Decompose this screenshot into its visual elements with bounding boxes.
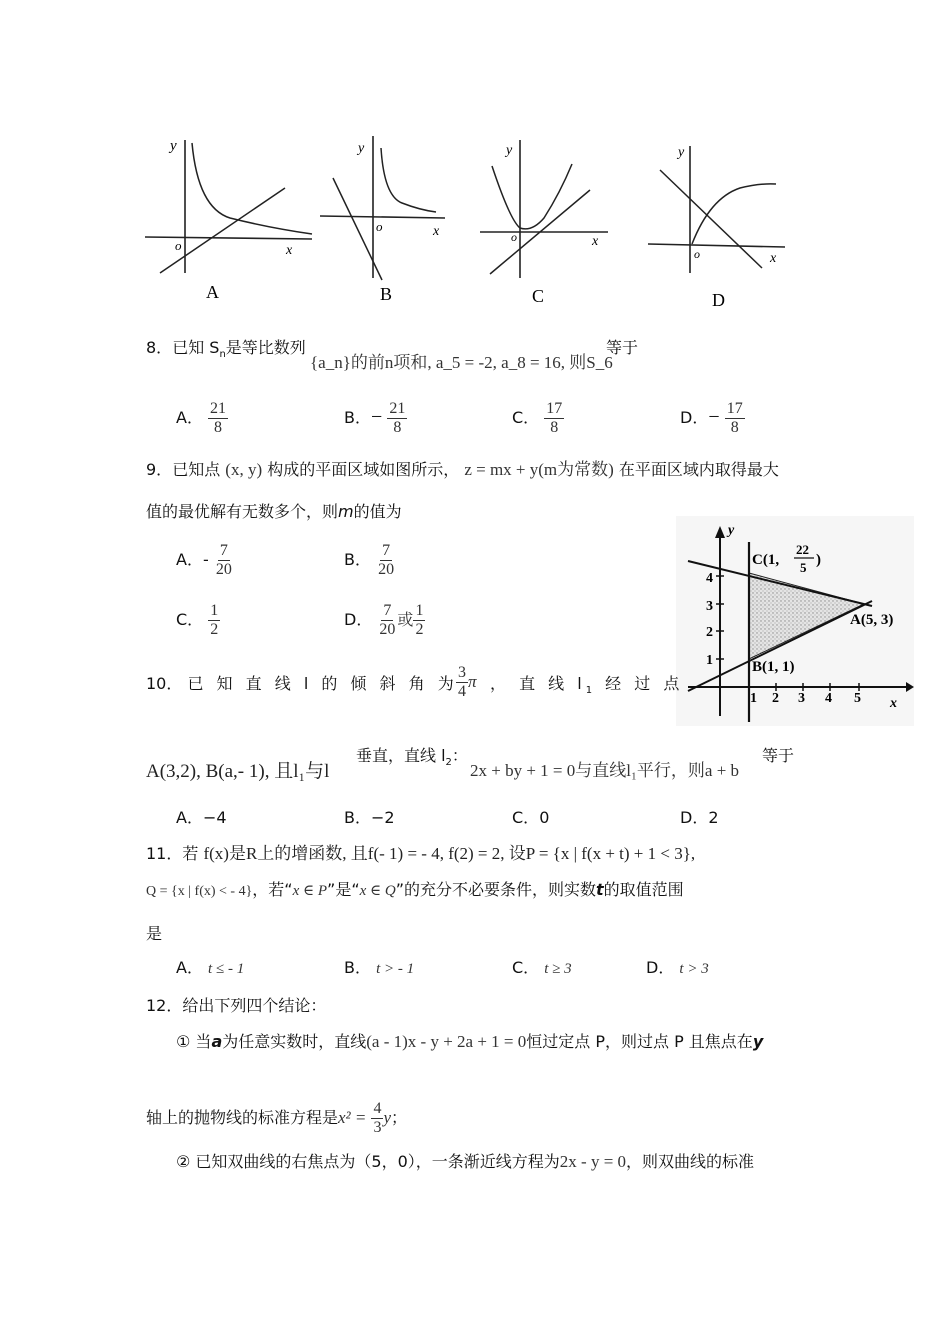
q11-line2-m2: x ∈ Q (359, 883, 396, 899)
q9-fig-point-c: C(1, (752, 552, 780, 568)
q12-item1-eq-lhs: x² = (338, 1108, 367, 1127)
q12-item1-b: 为任意实数时，直线 (222, 1032, 367, 1051)
q9-option-a-sign: - (202, 550, 209, 569)
q10-option-b[interactable]: B．−2 (344, 808, 395, 827)
q9-option-d-label: D． (344, 610, 373, 629)
q9-fig-point-c-close: ) (816, 552, 821, 568)
q10-angle-pi: π (468, 672, 477, 691)
q8-option-b[interactable] (344, 400, 407, 437)
q12-item1-y: y (752, 1032, 764, 1051)
q8-option-a[interactable] (176, 400, 228, 437)
graph-d (648, 145, 785, 310)
q8-stem-a: 已知 S (172, 338, 220, 357)
graph-a-label: A (206, 282, 219, 302)
q9-stem-line1 (146, 460, 779, 480)
q9-fig-ytick-2: 2 (706, 625, 713, 640)
q10-line2-sub: 2 (445, 757, 452, 769)
q10-stem-line1-b (490, 674, 683, 701)
q9-fig-point-c-num: 22 (796, 542, 809, 557)
q9-option-b-label: B． (344, 550, 371, 569)
q9-fig-xtick-3: 3 (798, 691, 805, 706)
graph-b-y-label: y (358, 141, 365, 156)
q9-math-a: (x, y) (225, 460, 263, 479)
graph-c-x-label: x (592, 234, 599, 249)
q12-item1-line2-a: 轴上的抛物线的标准方程是 (146, 1108, 339, 1127)
q9-option-a-value: $\frac{7}{20}$ (215, 542, 232, 578)
q8-option-d-sign: − (708, 406, 720, 428)
graph-b-origin: o (376, 219, 383, 234)
q8-option-a-label: A． (176, 408, 203, 427)
q9-option-c[interactable] (176, 602, 220, 639)
q9-fig-xtick-5: 5 (854, 691, 861, 706)
q10-stem-line2 (146, 756, 329, 783)
q11-line1-math: f(x)是R上的增函数, 且f(- 1) = - 4, f(2) = 2, 设P = {x | f(x + t) + 1 < 3}, (203, 844, 696, 863)
q8-stem-sub: n (219, 349, 226, 361)
q8-option-d-label: D． (680, 408, 709, 427)
q10-option-a[interactable]: A．−4 (176, 808, 227, 827)
q9-option-d-or: 或 (397, 612, 414, 629)
q9-option-b-value: $\frac{7}{20}$ (378, 542, 395, 578)
q9-option-c-value: $\frac{1}{2}$ (210, 602, 219, 638)
q10-line1-c: 经 过 点 (596, 674, 684, 693)
q11-line2-t: t (596, 880, 604, 899)
q10-line2-math-a: A(3,2), B(a,- 1), 且l₁与l (146, 761, 330, 782)
q8-stem-c: 等于 (606, 338, 639, 357)
graph-b (320, 136, 445, 304)
q12-item1-line1 (176, 1032, 763, 1052)
q11-line2-d: 的取值范围 (603, 880, 684, 899)
q9-option-d-value-2: $\frac{1}{2}$ (415, 602, 424, 638)
q12-item1-eq-var: y (383, 1108, 392, 1127)
q8-number: 8． (146, 338, 173, 357)
q12-item2-line1 (176, 1152, 754, 1172)
q9-fig-y-label: y (728, 523, 735, 538)
q9-option-d[interactable] (344, 602, 425, 639)
q11-line2-math: Q = {x | f(x) < - 4} (146, 884, 253, 899)
q11-line2-m1: x ∈ P (292, 883, 328, 899)
q11-line3: 是 (146, 924, 163, 943)
q12-item1-line2 (146, 1100, 407, 1137)
graph-d-y-label: y (678, 145, 685, 160)
q10-line1-a: 已 知 直 线 l 的 倾 斜 角 为 (187, 674, 458, 693)
q10-line2-c: 等于 (762, 746, 795, 765)
q12-item2-a: ② 已知双曲线的右焦点为（5，0），一条渐近线方程为 (176, 1152, 560, 1171)
q9-fig-x-label: x (890, 696, 897, 711)
q10-option-c[interactable]: C．0 (512, 808, 550, 827)
q9-fig-ytick-3: 3 (706, 599, 713, 614)
q9-stem-line2 (146, 502, 402, 522)
q9-option-d-value-1: $\frac{7}{20}$ (379, 602, 396, 638)
q11-option-b[interactable]: B． t > - 1 (344, 958, 415, 977)
q9-line2-b: 的值为 (353, 502, 402, 521)
q10-line1-b: ， 直 线 l (490, 674, 586, 693)
q9-fig-point-b: B(1, 1) (752, 659, 795, 675)
q9-stem-c: 在平面区域内取得最大 (618, 460, 779, 479)
q9-stem-a: 已知点 (172, 460, 221, 479)
graph-d-label: D (712, 290, 725, 310)
q12-item1-line2-b: ； (391, 1108, 408, 1127)
q8-stem (146, 338, 306, 365)
q11-stem-line1 (146, 844, 695, 864)
q12-item1-var: a (211, 1032, 223, 1051)
graph-a-y-label: y (170, 138, 177, 154)
graph-d-origin: o (694, 247, 700, 261)
q8-option-b-label: B． (344, 408, 371, 427)
q9-option-b[interactable] (344, 542, 396, 579)
graph-a-x-label: x (286, 243, 293, 258)
q10-stem-line1 (146, 674, 458, 694)
q11-line2-c: ”的充分不必要条件，则实数 (395, 880, 597, 899)
q10-angle (456, 664, 477, 701)
q10-line2-b: 垂直，直线 l (356, 746, 446, 765)
q11-option-a[interactable]: A． t ≤ - 1 (176, 958, 245, 977)
q9-option-a-label: A． (176, 550, 203, 569)
q8-option-b-value: $\frac{21}{8}$ (389, 400, 406, 436)
q12-intro (146, 996, 326, 1016)
q12-item1-eq-fraction: $\frac{4}{3}$ (373, 1100, 382, 1136)
graph-c-origin: o (511, 230, 517, 244)
q8-option-a-value: $\frac{21}{8}$ (210, 400, 227, 436)
q9-fig-point-a: A(5, 3) (850, 612, 894, 628)
graph-b-label: B (380, 284, 393, 304)
q9-fig-point-c-den: 5 (800, 560, 807, 575)
q12-number: 12． (146, 996, 183, 1015)
q11-number: 11． (146, 844, 183, 863)
q11-stem-line2 (146, 880, 684, 902)
q10-option-d[interactable]: D．2 (680, 808, 719, 827)
q8-option-b-sign: − (370, 406, 383, 428)
q9-fig-xtick-1: 1 (750, 691, 757, 706)
q11-line2-a: ，若“ (252, 880, 293, 899)
q9-option-a[interactable] (176, 542, 234, 579)
q9-line2-m: m (338, 502, 354, 521)
graph-c-y-label: y (506, 143, 513, 158)
q10-line2-math-b: 2x + by + 1 = 0与直线l₁平行，则a + b (470, 761, 740, 780)
graph-c-label: C (532, 286, 545, 306)
q10-line2-colon: ： (451, 746, 468, 765)
q9-fig-xtick-4: 4 (825, 691, 832, 706)
q8-option-c-value: $\frac{17}{8}$ (546, 400, 563, 436)
graph-b-x-label: x (433, 224, 440, 239)
q12-item1-a: ① 当 (176, 1032, 212, 1051)
q9-option-c-label: C． (176, 610, 204, 629)
graph-a-origin: o (175, 238, 182, 253)
q9-fig-ytick-4: 4 (706, 571, 713, 586)
q9-fig-xtick-2: 2 (772, 691, 779, 706)
q9-region-figure (676, 516, 914, 726)
q11-line2-b: ”是“ (327, 880, 360, 899)
q8-option-c-label: C． (512, 408, 540, 427)
q12-item2-b: ，则双曲线的标准 (626, 1152, 755, 1171)
q9-stem-b: 构成的平面区域如图所示， (267, 460, 460, 479)
q10-angle-fraction: $\frac{3}{4}$ (458, 664, 466, 700)
q9-line2-a: 值的最优解有无数多个，则 (146, 502, 339, 521)
q9-math-b: z = mx + y(m为常数) (464, 460, 614, 479)
q11-line1-a: 若 (182, 844, 199, 863)
graph-c (480, 140, 608, 306)
q10-number: 10． (146, 674, 183, 693)
q8-math: {a_n}的前n项和, a_5 = -2, a_8 = 16, 则S_6 (310, 353, 613, 372)
graph-a (145, 138, 312, 302)
q9-fig-ytick-1: 1 (706, 653, 713, 668)
q8-stem-b: 是等比数列 (225, 338, 306, 357)
graph-d-x-label: x (770, 251, 777, 266)
q12-item1-c: 恒过定点 P，则过点 P 且焦点在 (526, 1032, 753, 1051)
q9-number: 9． (146, 460, 173, 479)
q11-option-d[interactable]: D． t > 3 (646, 958, 709, 977)
q11-option-c[interactable]: C． t ≥ 3 (512, 958, 572, 977)
q8-option-d[interactable] (680, 400, 745, 437)
q8-option-c[interactable] (512, 400, 564, 437)
q10-line1-sub: 1 (585, 685, 597, 697)
q10-stem-line2-b (356, 746, 468, 773)
q8-option-d-value: $\frac{17}{8}$ (726, 400, 743, 436)
function-graphs-figure (140, 128, 820, 313)
q12-item1-math: (a - 1)x - y + 2a + 1 = 0 (366, 1032, 527, 1051)
q12-item2-math: 2x - y = 0 (559, 1152, 627, 1171)
q12-intro-text: 给出下列四个结论： (182, 996, 327, 1015)
